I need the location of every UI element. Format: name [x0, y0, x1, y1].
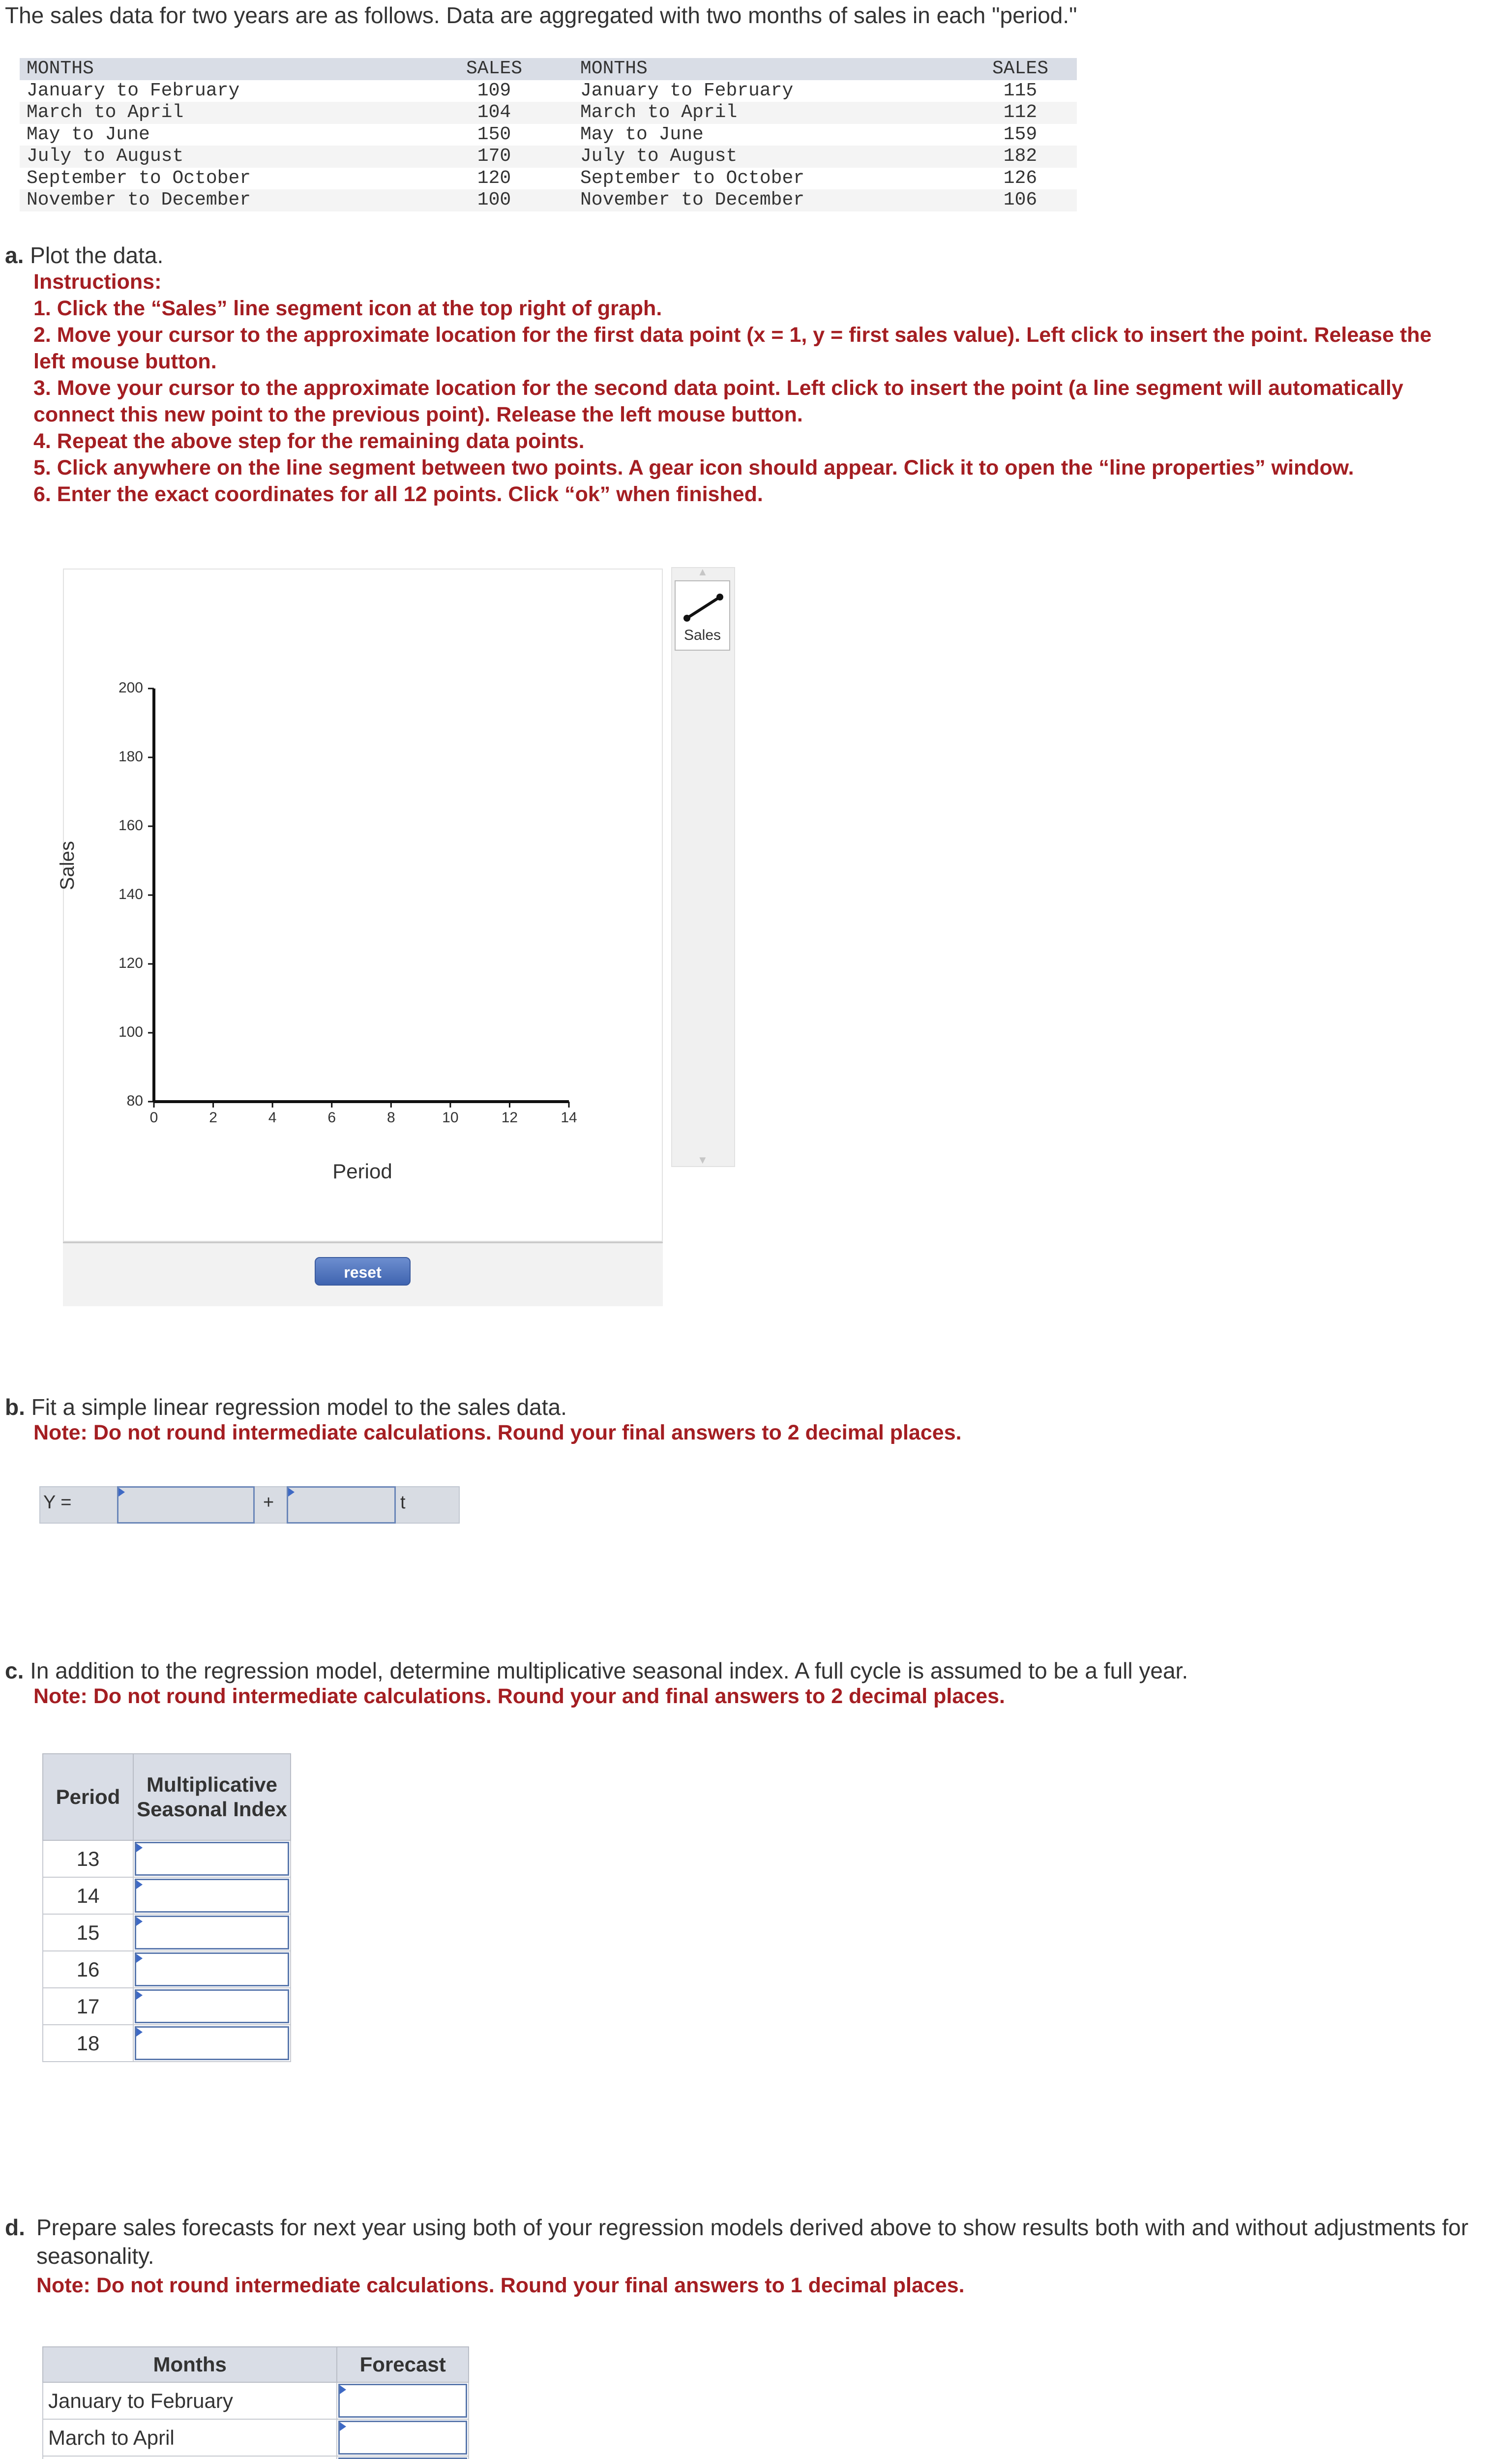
input-marker-icon — [136, 1880, 143, 1889]
input-marker-icon — [136, 1843, 143, 1852]
input-box[interactable] — [338, 2384, 467, 2418]
period-cell: 15 — [43, 1914, 133, 1951]
instruction-step-5: 5. Click anywhere on the line segment between two points. A gear icon should appear. Click it to open the “line properties” window. — [33, 456, 1354, 480]
sales-cell: 109 — [477, 80, 511, 101]
x-tick-label: 0 — [149, 1110, 158, 1126]
instructions-title: Instructions: — [33, 270, 162, 294]
input-marker-icon — [136, 1991, 143, 2000]
input-box[interactable] — [135, 1952, 289, 1986]
period-cell: 18 — [43, 2025, 133, 2062]
x-tick-label: 14 — [561, 1110, 577, 1126]
header-months-1: MONTHS — [20, 58, 438, 80]
tool-panel — [671, 567, 735, 1167]
seasonal-index-input[interactable] — [133, 1951, 291, 1988]
sales-cell: 120 — [477, 167, 511, 189]
forecast-input[interactable] — [337, 2456, 469, 2459]
forecast-input[interactable] — [337, 2419, 469, 2456]
table-row — [43, 2419, 469, 2456]
months-cell: March to April — [20, 102, 438, 124]
x-axis-label: Period — [332, 1160, 392, 1183]
col-header-months: Months — [43, 2347, 337, 2382]
input-box[interactable] — [338, 2421, 467, 2455]
forecast-input[interactable] — [337, 2382, 469, 2419]
y-tick-label: 120 — [118, 955, 143, 971]
month-cell: March to April — [43, 2419, 337, 2456]
seasonal-index-table — [42, 1753, 291, 2062]
months-cell: September to October — [580, 167, 805, 189]
y-tick-label: 140 — [118, 886, 143, 902]
header-months-2: MONTHS — [551, 58, 964, 80]
input-marker-icon — [136, 1917, 143, 1926]
line-segment-icon — [676, 581, 731, 630]
x-tick-label: 4 — [268, 1110, 277, 1126]
period-cell: 17 — [43, 1988, 133, 2025]
months-cell: January to February — [580, 80, 794, 101]
months-cell: September to October — [27, 167, 251, 189]
sales-cell: 112 — [964, 102, 1077, 124]
months-cell: November to December — [20, 189, 438, 211]
instruction-step-6: 6. Enter the exact coordinates for all 12 points. Click “ok” when finished. — [33, 482, 763, 506]
table-row — [43, 1914, 291, 1951]
col-header-period: Period — [43, 1754, 133, 1840]
eq-plus: + — [263, 1492, 274, 1513]
part-d-note: Note: Do not round intermediate calculations. Round your final answers to 1 decimal places. — [36, 2274, 965, 2297]
months-cell: July to August — [20, 146, 438, 168]
reset-button[interactable]: reset — [315, 1257, 411, 1286]
y-tick-label: 100 — [118, 1024, 143, 1040]
sales-cell: 104 — [438, 102, 551, 124]
input-marker-icon — [136, 2028, 143, 2037]
months-cell: May to June — [27, 123, 150, 145]
y-tick-label: 160 — [118, 817, 143, 834]
seasonal-index-input[interactable] — [133, 1988, 291, 2025]
instruction-step-2: 2. Move your cursor to the approximate location for the first data point (x = 1, y = first sales value). Left click to insert the point. Release the left mouse button. — [33, 323, 1432, 373]
seasonal-index-input[interactable] — [133, 1914, 291, 1951]
input-box[interactable] — [135, 2026, 289, 2060]
eq-prefix: Y = — [43, 1492, 72, 1513]
period-cell: 14 — [43, 1877, 133, 1914]
sales-cell: 100 — [438, 189, 551, 211]
input-marker-icon — [340, 2385, 346, 2394]
table-row — [43, 1877, 291, 1914]
part-d-label: d. Prepare sales forecasts for next year using both of your regression models derived above to show results both with and without adjustments for seasonality. — [5, 2215, 1469, 2269]
y-tick-label: 200 — [118, 680, 143, 696]
table-row — [43, 1840, 291, 1877]
input-box[interactable] — [135, 1879, 289, 1913]
y-axis-label: Sales — [57, 840, 78, 890]
slope-input[interactable] — [287, 1486, 396, 1524]
instruction-step-4: 4. Repeat the above step for the remaining data points. — [33, 429, 585, 453]
input-marker-icon — [119, 1488, 125, 1497]
seasonal-index-input[interactable] — [133, 1877, 291, 1914]
forecast-table — [42, 2346, 469, 2459]
months-cell: March to April — [551, 102, 964, 124]
x-tick-label: 6 — [327, 1110, 336, 1126]
input-marker-icon — [136, 1954, 143, 1963]
col-header-seasonal-index: Multiplicative Seasonal Index — [133, 1754, 291, 1840]
input-box[interactable] — [135, 1916, 289, 1949]
period-cell: 16 — [43, 1951, 133, 1988]
sales-cell: 170 — [438, 146, 551, 168]
period-cell: 13 — [43, 1840, 133, 1877]
part-b-label: b. Fit a simple linear regression model to the sales data. — [5, 1394, 567, 1420]
scroll-up-arrow[interactable]: ▲ — [697, 566, 708, 578]
header-sales-2: SALES — [964, 58, 1077, 80]
sales-cell: 182 — [964, 146, 1077, 168]
table-row — [43, 2456, 469, 2459]
x-tick-label: 2 — [209, 1110, 217, 1126]
part-c-note: Note: Do not round intermediate calculations. Round your and final answers to 2 decimal places. — [33, 1684, 1005, 1708]
instruction-step-1: 1. Click the “Sales” line segment icon at the top right of graph. — [33, 297, 662, 320]
table-row — [43, 2025, 291, 2062]
sales-tool-label: Sales — [683, 627, 721, 643]
y-tick-label: 80 — [126, 1093, 143, 1109]
x-tick-label: 10 — [442, 1110, 459, 1126]
input-marker-icon — [288, 1488, 295, 1497]
months-cell: November to December — [551, 189, 964, 211]
sales-cell: 115 — [1003, 80, 1038, 101]
intercept-input[interactable] — [117, 1486, 255, 1524]
x-tick-label: 12 — [501, 1110, 518, 1126]
month-cell — [43, 2456, 337, 2459]
seasonal-index-input[interactable] — [133, 2025, 291, 2062]
sales-cell: 126 — [1003, 167, 1038, 189]
col-header-forecast: Forecast — [337, 2347, 469, 2382]
months-cell: July to August — [551, 146, 964, 168]
sales-cell: 159 — [1003, 123, 1038, 145]
months-cell: January to February — [27, 80, 240, 101]
input-marker-icon — [340, 2422, 346, 2431]
input-box[interactable] — [135, 1842, 289, 1876]
x-tick-label: 8 — [386, 1110, 395, 1126]
seasonal-index-input[interactable] — [133, 1840, 291, 1877]
eq-var: t — [400, 1492, 406, 1513]
instruction-step-3: 3. Move your cursor to the approximate location for the second data point. Left click to insert the point (a line segment will automatically connect this new point to the previous point). Release the left mouse button. — [33, 376, 1403, 426]
table-row — [43, 1951, 291, 1988]
sales-cell: 106 — [964, 189, 1077, 211]
intro-text: The sales data for two years are as follows. Data are aggregated with two months of sales in each "period." — [5, 2, 1077, 28]
part-a-label: a. Plot the data. — [5, 242, 164, 268]
input-box[interactable] — [135, 1989, 289, 2023]
header-sales-1: SALES — [438, 58, 551, 80]
sales-cell: 150 — [477, 123, 511, 145]
table-row — [43, 2382, 469, 2419]
scroll-down-arrow[interactable]: ▼ — [697, 1154, 708, 1166]
part-b-note: Note: Do not round intermediate calculations. Round your final answers to 2 decimal places. — [33, 1421, 962, 1444]
table-row — [43, 1988, 291, 2025]
months-cell: May to June — [580, 123, 704, 145]
part-c-label: c. In addition to the regression model, determine multiplicative seasonal index. A full cycle is assumed to be a full year. — [5, 1658, 1188, 1683]
y-tick-label: 180 — [118, 749, 143, 765]
month-cell: January to February — [43, 2382, 337, 2419]
